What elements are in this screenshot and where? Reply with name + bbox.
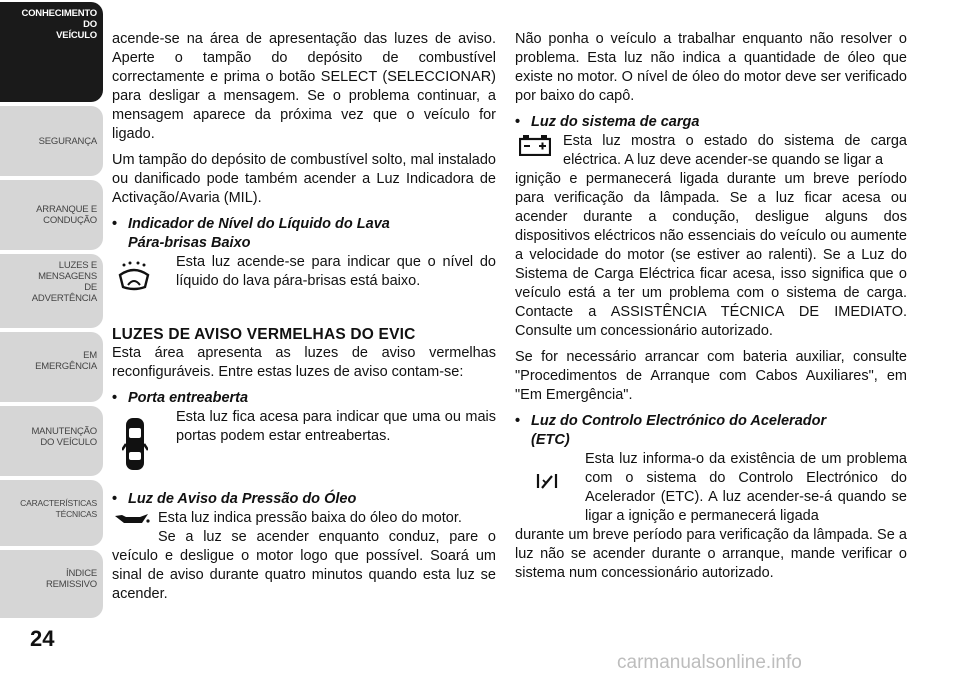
tab-label: ÍNDICE REMISSIVO [46, 568, 97, 590]
bullet-title [112, 490, 496, 509]
bullet-dot: • [112, 491, 118, 507]
oil-text: Esta luz indica pressão baixa do óleo do motor. [158, 510, 462, 526]
charge-block [515, 132, 907, 170]
charge-text-cont: ignição e permanecerá ligada durante um breve período para verificação da lâmpada. Se a luz ficar acesa ou acender durante a condução, desligue alguns dos dispositivos eléctricos não essenciais do veículo ou aumente a velocidade do motor (se estiver ao ralenti). Se a Luz do Sistema de Carga Eléctrica ficar acesa, isso significa que o veículo está a ter um problema com o sistema de carga. Contacte a ASSISTÊNCIA TÉCNICA DE IMEDIATO. Consulte um concessionário autorizado. [515, 171, 907, 339]
tab-seguranca[interactable] [0, 106, 103, 176]
bullet-title [112, 389, 496, 408]
oil-first-line [112, 509, 496, 528]
bullet-title [112, 215, 496, 234]
bullet-dot: • [515, 114, 521, 130]
paragraph: Esta área apresenta as luzes de aviso vermelhas reconfiguráveis. Entre estas luzes de aviso contam-se: [112, 345, 496, 380]
tab-arranque-e-conducao[interactable] [0, 180, 103, 250]
bullet-title [515, 113, 907, 132]
tab-conhecimento-do-veiculo[interactable] [0, 2, 103, 102]
tab-label: MANUTENÇÃO DO VEÍCULO [31, 426, 97, 448]
page-number: 24 [30, 626, 55, 651]
charge-text: Esta luz mostra o estado do sistema de carga eléctrica. A luz deve acender-se quando se ligar a [563, 133, 907, 168]
battery-icon [519, 134, 551, 156]
right-column [515, 30, 907, 590]
watermark: carmanualsonline.info [617, 652, 802, 673]
chapter-sidebar [0, 0, 103, 678]
tab-label: LUZES E MENSAGENS DE ADVERTÊNCIA [31, 260, 97, 304]
bullet-dot: • [112, 216, 118, 232]
bullet-dot: • [515, 413, 521, 429]
tab-em-emergencia[interactable] [0, 332, 103, 402]
paragraph: acende-se na área de apresentação das luzes de aviso. Aperte o tampão do depósito de combustível correctamente e prima o botão SELECT (SELECCIONAR) para desligar a mensagem. Se o problema continuar, a mensagem aparece da próxima vez que o veículo for ligado. [112, 31, 496, 142]
tab-indice-remissivo[interactable] [0, 550, 103, 618]
tab-luzes-e-mensagens[interactable] [0, 254, 103, 328]
tab-label: CONHECIMENTO DO VEÍCULO [21, 8, 97, 41]
door-block [112, 408, 496, 490]
charge-title: Luz do sistema de carga [531, 114, 700, 130]
tab-label: ARRANQUE E CONDUÇÃO [36, 204, 97, 226]
tab-label: CARACTERÍSTICAS TÉCNICAS [20, 498, 97, 519]
tab-label: EM EMERGÊNCIA [35, 350, 97, 372]
bullet-title [515, 412, 907, 431]
washer-title-cont: Pára-brisas Baixo [128, 235, 251, 251]
door-ajar-icon [122, 416, 148, 472]
section-heading: LUZES DE AVISO VERMELHAS DO EVIC [112, 326, 416, 343]
etc-text: Esta luz informa-o da existência de um problema com o sistema do Controlo Electrónico do Acelerador (ETC). A luz acender-se-á quando se ligar a ignição e permanecerá ligada [585, 451, 907, 524]
oil-pressure-icon [114, 513, 150, 525]
door-text: Esta luz fica acesa para indicar que uma ou mais portas podem estar entreabertas. [176, 409, 496, 444]
bullet-dot: • [112, 390, 118, 406]
etc-title: Luz do Controlo Electrónico do Acelerador [531, 413, 827, 429]
paragraph: Não ponha o veículo a trabalhar enquanto não resolver o problema. Esta luz não indica a quantidade de óleo que existe no motor. O nível de óleo do motor deve ser verificado por baixo do capô. [515, 31, 907, 104]
washer-title: Indicador de Nível do Líquido do Lava [128, 216, 390, 232]
washer-text: Esta luz acende-se para indicar que o nível do líquido do lava pára-brisas está baixo. [176, 254, 496, 289]
tab-manutencao-do-veiculo[interactable] [0, 406, 103, 476]
etc-throttle-icon [535, 472, 559, 492]
left-column [112, 30, 496, 611]
tab-label: SEGURANÇA [38, 136, 97, 147]
oil-title: Luz de Aviso da Pressão do Óleo [128, 491, 357, 507]
door-title: Porta entreaberta [128, 390, 249, 406]
etc-text-cont: durante um breve período para verificação da lâmpada. Se a luz não se acender durante o arranque, mande verificar o sistema num concessionário autorizado. [515, 527, 907, 581]
washer-block [112, 253, 496, 311]
washer-fluid-icon [116, 261, 152, 293]
tab-caracteristicas-tecnicas[interactable] [0, 480, 103, 546]
etc-title-cont: (ETC) [531, 432, 570, 448]
paragraph: Um tampão do depósito de combustível solto, mal instalado ou danificado pode também acender a Luz Indicadora de Activação/Avaria (MIL). [112, 152, 496, 206]
etc-block [515, 450, 907, 526]
oil-text-cont: Se a luz se acender enquanto conduz, pare o veículo e desligue o motor logo que possível. Soará um sinal de aviso durante quatro minutos quando esta luz se acender. [112, 529, 496, 602]
paragraph: Se for necessário arrancar com bateria auxiliar, consulte "Procedimentos de Arranque com Cabos Auxiliares", em "Em Emergência". [515, 349, 907, 403]
